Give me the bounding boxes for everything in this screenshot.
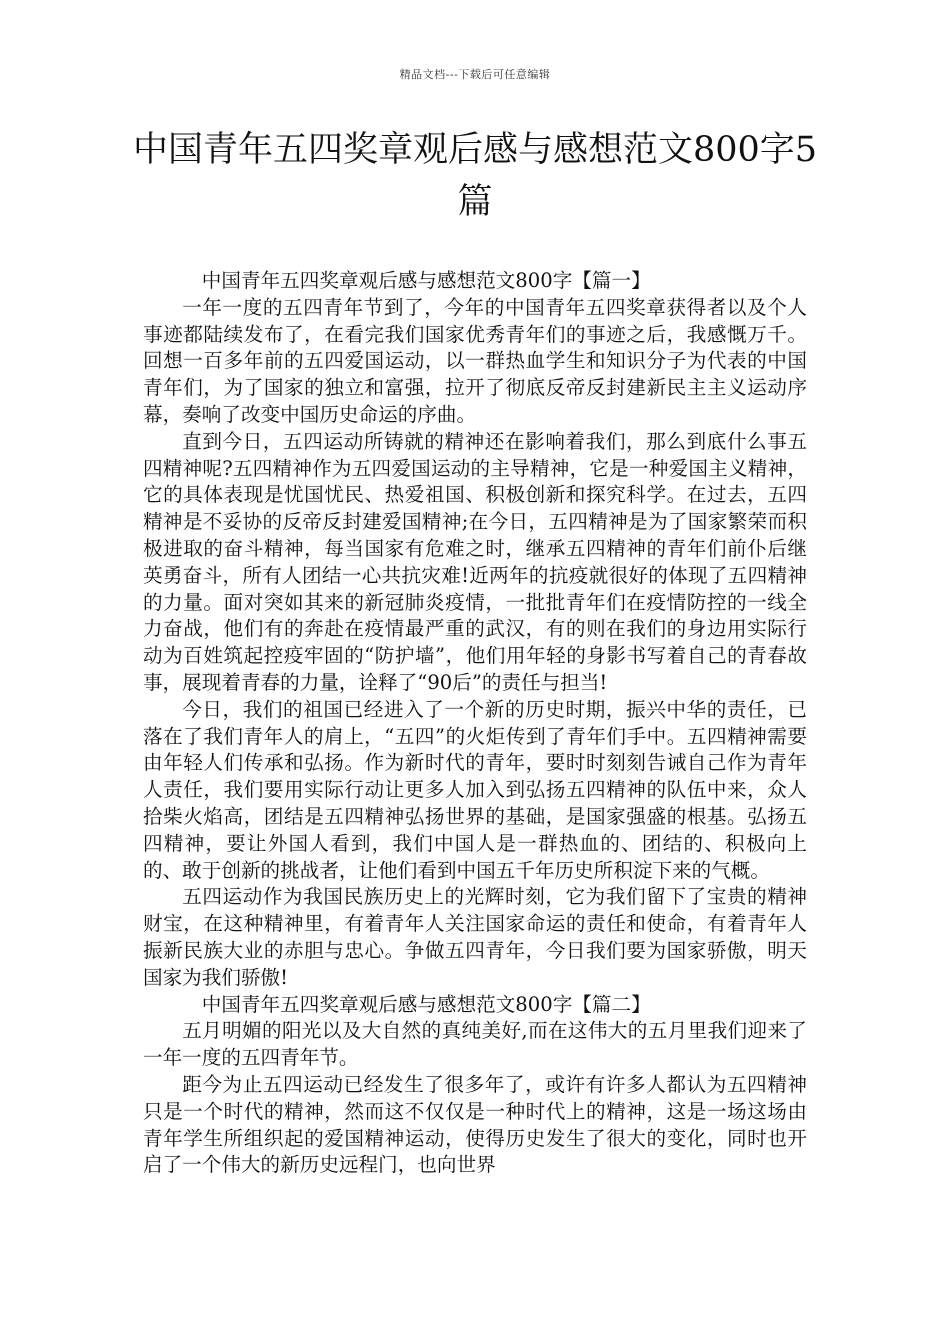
section-heading: 中国青年五四奖章观后感与感想范文800字【篇一】 bbox=[201, 269, 651, 292]
paragraph: 今日，我们的祖国已经进入了一个新的历史时期，振兴中华的责任，已落在了我们青年人的肩上，“五四”的火炬传到了青年们手中。五四精神需要由年轻人们传承和弘扬。作为新时代的青年，要时时刻刻告诫自己作为青年人责任，我们要用实际行动让更多人加入到弘扬五四精神的队伍中来，众人拾柴火焰高，团结是五四精神弘扬世界的基础，是国家强盛的根基。弘扬五四精神，要让外国人看到，我们中国人是一群热血的、团结的、积极向上的、敢于创新的挑战者，让他们看到中国五千年历史所积淀下来的气概。 bbox=[143, 697, 807, 882]
paragraph: 距今为止五四运动已经发生了很多年了，或许有许多人都认为五四精神只是一个时代的精神，然而这不仅仅是一种时代上的精神，这是一场这场由青年学生所组织起的爱国精神运动，使得历史发生了很大的变化，同时也开启了一个伟大的新历史远程门，也向世界 bbox=[143, 1072, 807, 1177]
paragraph: 五月明媚的阳光以及大自然的真纯美好,而在这伟大的五月里我们迎来了一年一度的五四青年节。 bbox=[143, 1019, 807, 1070]
document-body bbox=[143, 268, 807, 1179]
section-heading: 中国青年五四奖章观后感与感想范文800字【篇二】 bbox=[201, 992, 651, 1016]
paragraph: 五四运动作为我国民族历史上的光辉时刻，它为我们留下了宝贵的精神财宝，在这种精神里，有着青年人关注国家命运的责任和使命，有着青年人振新民族大业的赤胆与忠心。争做五四青年，今日我们要为国家骄傲，明天国家为我们骄傲! bbox=[143, 885, 807, 989]
header-note: 精品文档---下载后可任意编辑 bbox=[399, 68, 551, 81]
paragraph: 直到今日，五四运动所铸就的精神还在影响着我们，那么到底什么事五四精神呢?五四精神作为五四爱国运动的主导精神，它是一种爱国主义精神，它的具体表现是忧国忧民、热爱祖国、积极创新和探究科学。在过去，五四精神是不妥协的反帝反封建爱国精神;在今日，五四精神是为了国家繁荣而积极进取的奋斗精神，每当国家有危难之时，继承五四精神的青年们前仆后继英勇奋斗，所有人团结一心共抗灾难!近两年的抗疫就很好的体现了五四精神的力量。面对突如其来的新冠肺炎疫情，一批批青年们在疫情防控的一线全力奋战，他们有的奔赴在疫情最严重的武汉，有的则在我们的身边用实际行动为百姓筑起控疫牢固的“防护墙”，他们用年轻的身影书写着自己的青春故事，展现着青春的力量，诠释了“90后”的责任与担当! bbox=[143, 429, 807, 694]
paragraph: 一年一度的五四青年节到了，今年的中国青年五四奖章获得者以及个人事迹都陆续发布了，在看完我们国家优秀青年们的事迹之后，我感慨万千。回想一百多年前的五四爱国运动，以一群热血学生和知识分子为代表的中国青年们，为了国家的独立和富强，拉开了彻底反帝反封建新民主主义运动序幕，奏响了改变中国历史命运的序曲。 bbox=[143, 295, 807, 426]
document-title: 中国青年五四奖章观后感与感想范文800字5篇 bbox=[132, 130, 818, 222]
